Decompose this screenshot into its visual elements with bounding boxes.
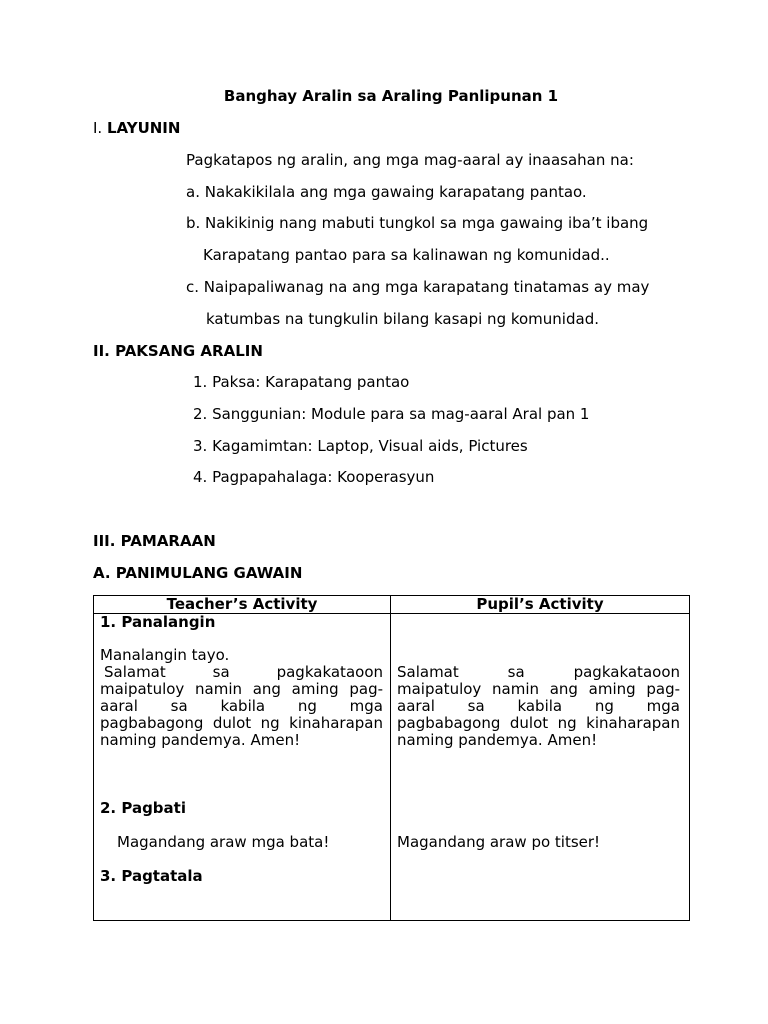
activity-table <box>93 595 690 921</box>
reference-item: 2. Sanggunian: Module para sa mag-aaral Aral pan 1 <box>193 405 590 423</box>
pupil-greeting: Magandang araw po titser! <box>397 833 601 851</box>
pupil-activity-header: Pupil’s Activity <box>391 596 690 614</box>
teacher-activity-header: Teacher’s Activity <box>94 596 391 614</box>
teacher-prayer-line: aaral sa kabila ng mga <box>100 697 383 715</box>
teacher-activity-cell <box>94 614 391 921</box>
subsection-a-heading: A. PANIMULANG GAWAIN <box>93 564 303 582</box>
teacher-prayer-line: maipatuloy namin ang aming pag- <box>100 680 383 698</box>
pupil-prayer <box>397 664 680 749</box>
teacher-prayer-line: Salamat sa pagkakataoon <box>104 663 383 681</box>
section-1-numeral: I. <box>93 119 103 137</box>
teacher-prayer-line: pagbabagong dulot ng kinaharapan <box>100 714 383 732</box>
pupil-prayer-line: Salamat sa pagkakataoon <box>397 663 680 681</box>
step-2-label: 2. Pagbati <box>100 799 186 817</box>
section-1-title: LAYUNIN <box>106 119 181 137</box>
values-item: 4. Pagpapahalaga: Kooperasyun <box>193 468 435 486</box>
objectives-intro: Pagkatapos ng aralin, ang mga mag-aaral ay inaasahan na: <box>186 151 634 169</box>
topic-item: 1. Paksa: Karapatang pantao <box>193 373 410 391</box>
materials-item: 3. Kagamimtan: Laptop, Visual aids, Pictures <box>193 437 528 455</box>
section-3-heading: III. PAMARAAN <box>93 532 216 550</box>
teacher-prayer <box>100 664 383 749</box>
pupil-prayer-line: aaral sa kabila ng mga <box>397 697 680 715</box>
step-1-label: 1. Panalangin <box>100 613 216 631</box>
objective-b-line-1: b. Nakikinig nang mabuti tungkol sa mga gawaing iba’t ibang <box>186 214 649 232</box>
objective-c-line-1: c. Naipapaliwanag na ang mga karapatang tinatamas ay may <box>186 278 650 296</box>
teacher-prayer-line: naming pandemya. Amen! <box>100 731 301 749</box>
table-header-row <box>94 596 690 614</box>
document-title: Banghay Aralin sa Araling Panlipunan 1 <box>223 87 559 105</box>
pupil-activity-cell <box>391 614 690 921</box>
objective-a: a. Nakakikilala ang mga gawaing karapatang pantao. <box>186 183 587 201</box>
pupil-prayer-line: maipatuloy namin ang aming pag- <box>397 680 680 698</box>
step-3-label: 3. Pagtatala <box>100 867 203 885</box>
pupil-prayer-line: naming pandemya. Amen! <box>397 731 598 749</box>
table-body-row <box>94 614 690 921</box>
prayer-invitation: Manalangin tayo. <box>100 646 230 664</box>
pupil-prayer-line: pagbabagong dulot ng kinaharapan <box>397 714 680 732</box>
section-1-heading <box>93 119 180 137</box>
section-2-heading: II. PAKSANG ARALIN <box>93 342 263 360</box>
objective-b-line-2: Karapatang pantao para sa kalinawan ng komunidad.. <box>203 246 610 264</box>
teacher-greeting: Magandang araw mga bata! <box>117 833 330 851</box>
objective-c-line-2: katumbas na tungkulin bilang kasapi ng komunidad. <box>206 310 599 328</box>
